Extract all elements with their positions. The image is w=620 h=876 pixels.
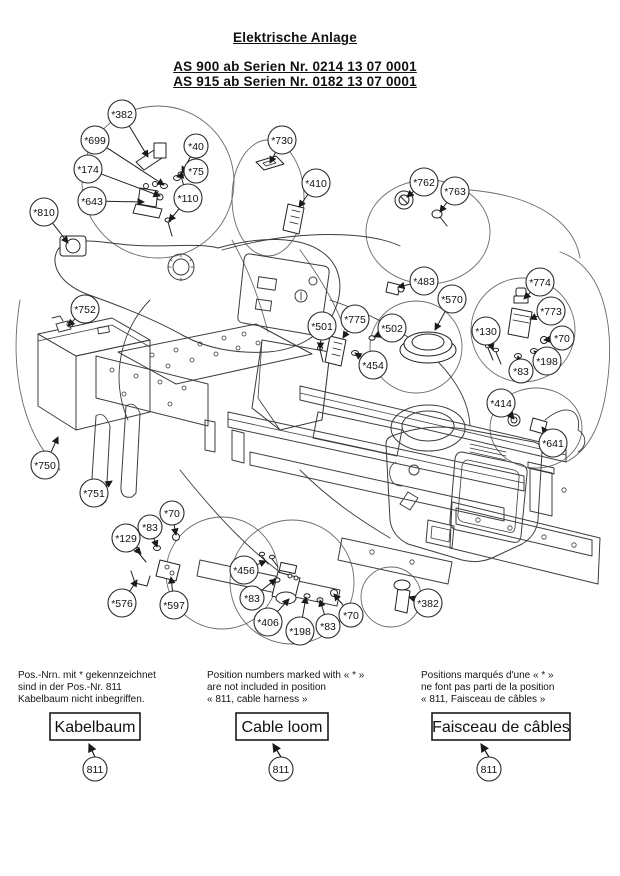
balloon-label: *40 [188, 140, 204, 153]
balloon-label: *406 [257, 616, 279, 629]
balloon-label: *174 [77, 163, 99, 176]
model-line-2: AS 915 ab Serien Nr. 0182 13 07 0001 [173, 74, 417, 89]
part-balloon-410 [299, 169, 330, 207]
balloon-label: *456 [233, 564, 255, 577]
leader-arrow [129, 126, 148, 157]
balloon-label: *501 [311, 320, 333, 333]
leader-arrow [302, 597, 306, 617]
part-balloon-597 [160, 577, 188, 619]
page-title: Elektrische Anlage [233, 30, 357, 45]
leader-arrow [169, 209, 179, 221]
part-balloon-773 [530, 297, 565, 325]
part-balloon-198 [533, 347, 561, 375]
faisceau-leader-arrow [481, 744, 489, 757]
cable-loom-leader-arrow [273, 744, 281, 757]
balloon-label: *775 [344, 313, 366, 326]
balloon-811-de-label: 811 [86, 763, 104, 776]
balloon-label: *129 [115, 532, 137, 545]
balloon-label: *198 [536, 355, 558, 368]
balloon-label: *773 [540, 305, 562, 318]
part-balloon-83 [509, 356, 533, 383]
part-balloon-456 [230, 556, 266, 584]
title-block [0, 30, 590, 89]
leader-arrow [51, 437, 58, 452]
balloon-label: *750 [34, 459, 56, 472]
balloon-label: *414 [490, 397, 512, 410]
footnote-en-line-3: « 811, cable harness » [207, 694, 308, 705]
part-balloon-774 [524, 268, 554, 299]
part-balloon-70 [160, 501, 184, 535]
leader-arrow [491, 344, 493, 350]
balloon-label: *774 [529, 276, 551, 289]
balloon-label: *643 [81, 195, 103, 208]
balloon-label: *763 [444, 185, 466, 198]
part-balloon-382 [409, 589, 442, 617]
part-balloon-110 [169, 184, 202, 221]
part-balloon-502 [374, 314, 406, 342]
part-balloon-750 [31, 437, 59, 479]
cable-loom-box-label: Cable loom [241, 719, 323, 736]
engine [386, 405, 542, 562]
balloon-811-fr-label: 811 [480, 763, 498, 776]
balloon-label: *70 [554, 332, 570, 345]
faisceau-box-label: Faisceau de câbles [432, 719, 570, 736]
part-balloon-83 [138, 515, 162, 547]
balloon-label: *810 [33, 206, 55, 219]
balloon-label: *483 [413, 275, 435, 288]
balloon-label: *382 [111, 108, 133, 121]
balloon-label: *751 [83, 487, 105, 500]
footnote-fr-line-3: « 811, Faisceau de câbles » [421, 694, 546, 705]
footnote-en [207, 670, 365, 781]
balloon-label: *83 [320, 620, 336, 633]
footnote-fr-line-2: ne font pas parti de la position [421, 682, 555, 693]
leader-arrow [101, 174, 160, 196]
footnotes [18, 670, 570, 781]
balloon-label: *570 [441, 293, 463, 306]
part-balloon-576 [108, 580, 137, 617]
balloon-label: *70 [164, 507, 180, 520]
footnote-en-line-2: are not included in position [207, 682, 326, 693]
balloon-label: *576 [111, 597, 133, 610]
part-balloon-763 [440, 177, 469, 212]
balloon-label: *699 [84, 134, 106, 147]
leader-arrow [257, 561, 266, 565]
footnote-fr [421, 670, 570, 781]
footnote-fr-line-1: Positions marqués d'une « * » [421, 670, 554, 681]
footnote-de-line-2: sind in der Pos.-Nr. 811 [18, 682, 122, 693]
leader-arrow [544, 339, 550, 340]
balloon-811-en-label: 811 [272, 763, 290, 776]
console-hood [55, 239, 340, 430]
part-balloon-810 [30, 198, 68, 243]
balloon-label: *641 [542, 437, 564, 450]
balloon-label: *75 [188, 165, 204, 178]
part-balloon-130 [472, 317, 500, 350]
leader-arrow [440, 202, 447, 212]
footnote-de-line-1: Pos.-Nrn. mit * gekennzeichnet [18, 670, 156, 681]
part-balloon-382 [108, 100, 148, 157]
balloon-label: *730 [271, 134, 293, 147]
part-balloon-762 [407, 168, 438, 197]
balloon-label: *130 [475, 325, 497, 338]
footnote-de [18, 670, 156, 781]
balloon-label: *83 [142, 521, 158, 534]
model-line-1: AS 900 ab Serien Nr. 0214 13 07 0001 [173, 59, 417, 74]
leader-arrow [130, 580, 137, 591]
part-balloon-198 [286, 597, 314, 645]
kabelbaum-box-label: Kabelbaum [54, 719, 136, 736]
balloon-label: *83 [244, 592, 260, 605]
balloon-label: *502 [381, 322, 403, 335]
footnote-en-line-1: Position numbers marked with « * » [207, 670, 365, 681]
battery [38, 316, 150, 430]
balloon-label: *752 [74, 303, 96, 316]
balloon-label: *198 [289, 625, 311, 638]
balloon-label: *110 [177, 192, 199, 205]
part-balloon-454 [355, 351, 387, 379]
balloon-label: *410 [305, 177, 327, 190]
leader-arrow [409, 597, 415, 599]
balloon-label: *762 [413, 176, 435, 189]
part-balloon-414 [487, 389, 515, 419]
deck-plate [96, 324, 312, 426]
balloon-label: *597 [163, 599, 185, 612]
balloon-label: *382 [417, 597, 439, 610]
balloon-label: *83 [513, 365, 529, 378]
leader-arrow [435, 311, 445, 330]
part-balloon-129 [112, 524, 141, 554]
part-balloon-70 [544, 326, 574, 350]
footnote-de-line-3: Kabelbaum nicht inbegriffen. [18, 694, 145, 705]
balloon-label: *454 [362, 359, 384, 372]
kabelbaum-leader-arrow [89, 744, 95, 757]
leader-arrow [343, 331, 348, 338]
part-balloon-775 [341, 305, 369, 338]
balloon-label: *70 [343, 609, 359, 622]
